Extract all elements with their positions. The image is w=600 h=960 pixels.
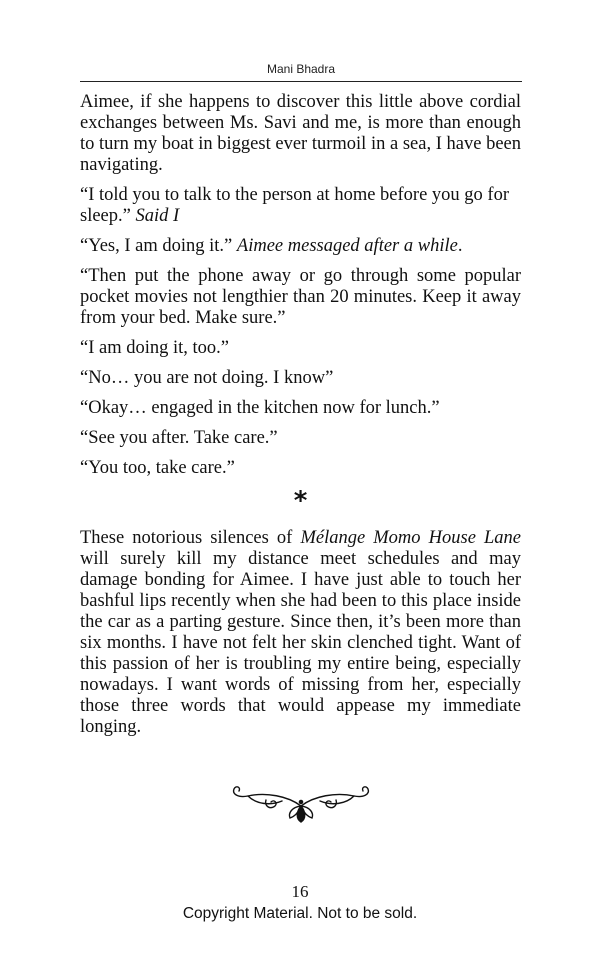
- dialogue-attribution: Aimee messaged after a while: [236, 236, 458, 256]
- dialogue-paragraph: “Then put the phone away or go through some popular pocket movies not lengthier than 20 minutes. Keep it away from your bed. Make sure.”: [80, 266, 521, 328]
- dialogue-attribution: Said I: [135, 206, 180, 226]
- dialogue-text: “Yes, I am doing it.”: [80, 236, 233, 256]
- dialogue-paragraph: “See you after. Take care.”: [80, 428, 278, 448]
- paragraph-text: will surely kill my distance meet schedules and may damage bonding for Aimee. I have just able to touch her bashful lips recently when she had been to this place inside the car as a parting gesture. Since then, it’s been more than six months. I have not felt her skin clenched tight. Want of this passion of her is troubling my entire being, especially nowadays. I want words of missing from her, especially those three words that would appease my immediate longing.: [80, 549, 521, 737]
- page-body: [80, 92, 521, 747]
- dialogue-text: “I told you to talk to the person at home before you go for sleep.”: [80, 185, 509, 226]
- running-header-author: Mani Bhadra: [266, 62, 336, 76]
- dialogue-paragraph: “Okay… engaged in the kitchen now for lunch.”: [80, 398, 440, 418]
- section-break-asterisk: *: [293, 486, 308, 516]
- header-rule: [80, 81, 522, 82]
- dialogue-paragraph: [80, 185, 521, 227]
- dialogue-paragraph: “You too, take care.”: [80, 458, 235, 478]
- dialogue-paragraph: “I am doing it, too.”: [80, 338, 229, 358]
- place-name-italic: Mélange Momo House Lane: [300, 528, 522, 548]
- floral-ornament-icon: [226, 780, 376, 824]
- dialogue-period: .: [457, 236, 463, 256]
- copyright-notice: Copyright Material. Not to be sold.: [182, 905, 418, 922]
- page-number: 16: [291, 882, 309, 901]
- paragraph-text: These notorious silences of: [80, 528, 293, 548]
- dialogue-paragraph: “No… you are not doing. I know”: [80, 368, 334, 388]
- dialogue-paragraph: [80, 236, 521, 257]
- paragraph: [80, 528, 521, 738]
- paragraph: Aimee, if she happens to discover this little above cordial exchanges between Ms. Savi and me, is more than enough to turn my boat in biggest ever turmoil in a sea, I have been navigating.: [80, 92, 521, 175]
